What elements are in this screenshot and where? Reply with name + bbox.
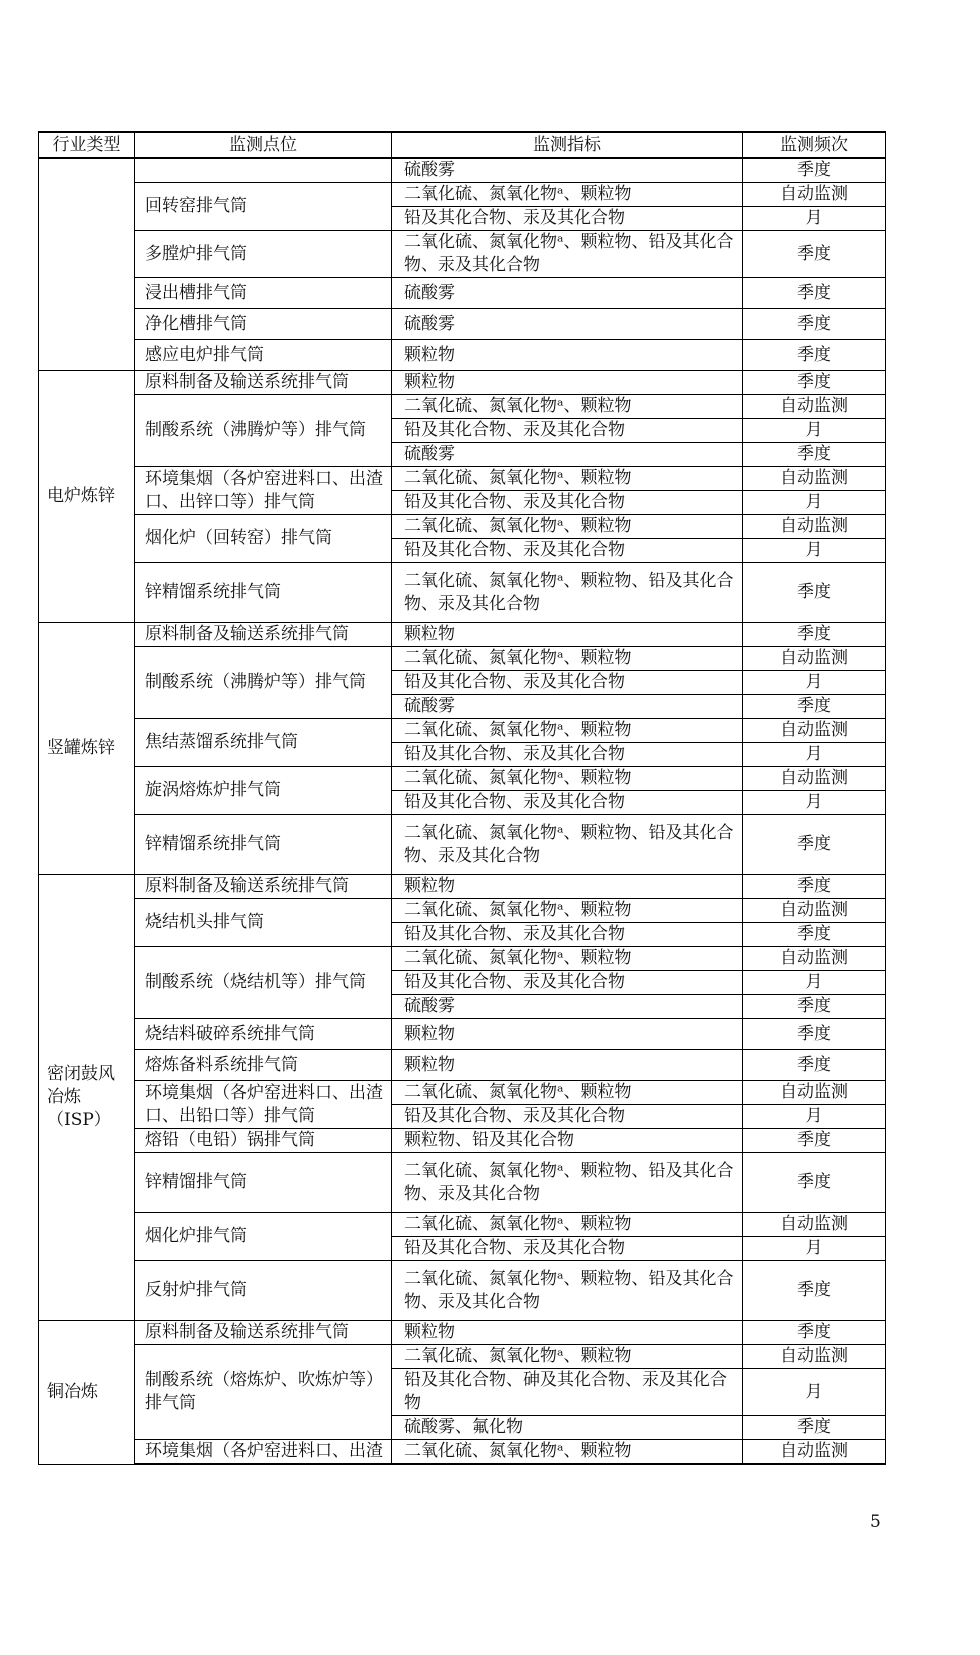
frequency-cell: 季度: [743, 231, 886, 278]
point-cell: 烧结机头排气筒: [135, 899, 392, 947]
indicator-cell: 二氧化硫、氮氧化物ᵃ、颗粒物: [392, 1345, 743, 1369]
point-cell: 制酸系统（烧结机等）排气筒: [135, 947, 392, 1019]
frequency-cell: 自动监测: [743, 899, 886, 923]
point-cell: 回转窑排气筒: [135, 183, 392, 231]
table-row: [39, 899, 886, 923]
frequency-cell: 自动监测: [743, 719, 886, 743]
point-cell: 烟化炉（回转窑）排气筒: [135, 515, 392, 563]
indicator-cell: 二氧化硫、氮氧化物ᵃ、颗粒物: [392, 515, 743, 539]
frequency-cell: 自动监测: [743, 947, 886, 971]
frequency-cell: 季度: [743, 158, 886, 183]
table-row: [39, 647, 886, 671]
indicator-cell: 颗粒物、铅及其化合物: [392, 1129, 743, 1153]
point-cell: 环境集烟（各炉窑进料口、出渣: [135, 1440, 392, 1465]
indicator-cell: 铅及其化合物、汞及其化合物: [392, 1237, 743, 1261]
frequency-cell: 月: [743, 743, 886, 767]
frequency-cell: 季度: [743, 923, 886, 947]
table-row: [39, 158, 886, 183]
indicator-cell: 颗粒物: [392, 371, 743, 395]
indicator-cell: 铅及其化合物、汞及其化合物: [392, 971, 743, 995]
indicator-cell: 铅及其化合物、汞及其化合物: [392, 539, 743, 563]
point-cell: 原料制备及输送系统排气筒: [135, 875, 392, 899]
point-cell: 原料制备及输送系统排气筒: [135, 623, 392, 647]
frequency-cell: 月: [743, 539, 886, 563]
frequency-cell: 月: [743, 491, 886, 515]
table-row: [39, 231, 886, 278]
indicator-cell: 铅及其化合物、汞及其化合物: [392, 791, 743, 815]
frequency-cell: 季度: [743, 623, 886, 647]
frequency-cell: 自动监测: [743, 1345, 886, 1369]
frequency-cell: 季度: [743, 1321, 886, 1345]
indicator-cell: 铅及其化合物、汞及其化合物: [392, 743, 743, 767]
indicator-cell: 二氧化硫、氮氧化物ᵃ、颗粒物: [392, 1440, 743, 1465]
indicator-cell: 二氧化硫、氮氧化物ᵃ、颗粒物: [392, 1081, 743, 1105]
table-row: [39, 340, 886, 371]
table-body: [39, 158, 886, 1464]
header-indicator: 监测指标: [392, 132, 743, 158]
frequency-cell: 季度: [743, 563, 886, 623]
point-cell: 原料制备及输送系统排气筒: [135, 1321, 392, 1345]
point-cell: 锌精馏系统排气筒: [135, 563, 392, 623]
point-cell: 制酸系统（沸腾炉等）排气筒: [135, 395, 392, 467]
table-row: [39, 1129, 886, 1153]
table-row: [39, 278, 886, 309]
point-cell: 制酸系统（沸腾炉等）排气筒: [135, 647, 392, 719]
point-cell: 焦结蒸馏系统排气筒: [135, 719, 392, 767]
indicator-cell: 二氧化硫、氮氧化物ᵃ、颗粒物: [392, 467, 743, 491]
indicator-cell: 铅及其化合物、汞及其化合物: [392, 419, 743, 443]
table-row: [39, 371, 886, 395]
frequency-cell: 季度: [743, 340, 886, 371]
indicator-cell: 硫酸雾: [392, 278, 743, 309]
header-frequency: 监测频次: [743, 132, 886, 158]
frequency-cell: 季度: [743, 443, 886, 467]
point-cell: 原料制备及输送系统排气筒: [135, 371, 392, 395]
frequency-cell: 季度: [743, 1416, 886, 1440]
indicator-cell: 二氧化硫、氮氧化物ᵃ、颗粒物、铅及其化合物、汞及其化合物: [392, 1153, 743, 1213]
table-row: [39, 1019, 886, 1050]
indicator-cell: 二氧化硫、氮氧化物ᵃ、颗粒物、铅及其化合物、汞及其化合物: [392, 563, 743, 623]
frequency-cell: 自动监测: [743, 183, 886, 207]
indicator-cell: 二氧化硫、氮氧化物ᵃ、颗粒物: [392, 767, 743, 791]
frequency-cell: 季度: [743, 695, 886, 719]
indicator-cell: 颗粒物: [392, 875, 743, 899]
indicator-cell: 硫酸雾: [392, 995, 743, 1019]
table-row: [39, 183, 886, 207]
indicator-cell: 铅及其化合物、汞及其化合物: [392, 207, 743, 231]
table-row: [39, 1153, 886, 1213]
frequency-cell: 自动监测: [743, 1081, 886, 1105]
table-header-row: [39, 132, 886, 158]
header-industry: 行业类型: [39, 132, 135, 158]
point-cell: 烧结料破碎系统排气筒: [135, 1019, 392, 1050]
point-cell: 旋涡熔炼炉排气筒: [135, 767, 392, 815]
frequency-cell: 季度: [743, 1153, 886, 1213]
frequency-cell: 月: [743, 1237, 886, 1261]
frequency-cell: 季度: [743, 278, 886, 309]
indicator-cell: 硫酸雾: [392, 158, 743, 183]
indicator-cell: 硫酸雾: [392, 309, 743, 340]
point-cell: 浸出槽排气筒: [135, 278, 392, 309]
point-cell: 制酸系统（熔炼炉、吹炼炉等）排气筒: [135, 1345, 392, 1440]
table-row: [39, 875, 886, 899]
table-row: [39, 1050, 886, 1081]
table-row: [39, 1213, 886, 1237]
frequency-cell: 月: [743, 1369, 886, 1416]
indicator-cell: 二氧化硫、氮氧化物ᵃ、颗粒物: [392, 719, 743, 743]
indicator-cell: 二氧化硫、氮氧化物ᵃ、颗粒物: [392, 183, 743, 207]
frequency-cell: 月: [743, 1105, 886, 1129]
point-cell: 环境集烟（各炉窑进料口、出渣口、出锌口等）排气筒: [135, 467, 392, 515]
indicator-cell: 铅及其化合物、汞及其化合物: [392, 491, 743, 515]
frequency-cell: 自动监测: [743, 767, 886, 791]
indicator-cell: 铅及其化合物、汞及其化合物: [392, 1105, 743, 1129]
table-row: [39, 1261, 886, 1321]
frequency-cell: 月: [743, 671, 886, 695]
table-row: [39, 467, 886, 491]
point-cell: [135, 158, 392, 183]
point-cell: 反射炉排气筒: [135, 1261, 392, 1321]
indicator-cell: 颗粒物: [392, 623, 743, 647]
frequency-cell: 季度: [743, 1050, 886, 1081]
frequency-cell: 季度: [743, 815, 886, 875]
indicator-cell: 二氧化硫、氮氧化物ᵃ、颗粒物、铅及其化合物、汞及其化合物: [392, 1261, 743, 1321]
point-cell: 熔铅（电铅）锅排气筒: [135, 1129, 392, 1153]
table-row: [39, 1321, 886, 1345]
frequency-cell: 季度: [743, 995, 886, 1019]
indicator-cell: 铅及其化合物、汞及其化合物: [392, 923, 743, 947]
frequency-cell: 月: [743, 419, 886, 443]
point-cell: 熔炼备料系统排气筒: [135, 1050, 392, 1081]
header-point: 监测点位: [135, 132, 392, 158]
point-cell: 多膛炉排气筒: [135, 231, 392, 278]
indicator-cell: 二氧化硫、氮氧化物ᵃ、颗粒物: [392, 947, 743, 971]
industry-cell: 竖罐炼锌: [39, 623, 135, 875]
indicator-cell: 二氧化硫、氮氧化物ᵃ、颗粒物: [392, 1213, 743, 1237]
frequency-cell: 季度: [743, 1129, 886, 1153]
frequency-cell: 月: [743, 207, 886, 231]
frequency-cell: 自动监测: [743, 395, 886, 419]
table-row: [39, 563, 886, 623]
point-cell: 净化槽排气筒: [135, 309, 392, 340]
frequency-cell: 季度: [743, 309, 886, 340]
indicator-cell: 二氧化硫、氮氧化物ᵃ、颗粒物、铅及其化合物、汞及其化合物: [392, 815, 743, 875]
frequency-cell: 季度: [743, 1019, 886, 1050]
indicator-cell: 铅及其化合物、汞及其化合物: [392, 671, 743, 695]
frequency-cell: 月: [743, 791, 886, 815]
table-row: [39, 515, 886, 539]
frequency-cell: 月: [743, 971, 886, 995]
indicator-cell: 二氧化硫、氮氧化物ᵃ、颗粒物: [392, 395, 743, 419]
indicator-cell: 二氧化硫、氮氧化物ᵃ、颗粒物: [392, 647, 743, 671]
indicator-cell: 颗粒物: [392, 340, 743, 371]
frequency-cell: 季度: [743, 1261, 886, 1321]
indicator-cell: 二氧化硫、氮氧化物ᵃ、颗粒物: [392, 899, 743, 923]
frequency-cell: 自动监测: [743, 515, 886, 539]
frequency-cell: 自动监测: [743, 1440, 886, 1465]
table-row: [39, 1081, 886, 1105]
table-row: [39, 1440, 886, 1465]
table-row: [39, 623, 886, 647]
industry-cell: 铜冶炼: [39, 1321, 135, 1465]
indicator-cell: 二氧化硫、氮氧化物ᵃ、颗粒物、铅及其化合物、汞及其化合物: [392, 231, 743, 278]
indicator-cell: 硫酸雾、氟化物: [392, 1416, 743, 1440]
indicator-cell: 颗粒物: [392, 1050, 743, 1081]
indicator-cell: 铅及其化合物、砷及其化合物、汞及其化合物: [392, 1369, 743, 1416]
frequency-cell: 自动监测: [743, 647, 886, 671]
table-row: [39, 719, 886, 743]
table-row: [39, 815, 886, 875]
point-cell: 锌精馏排气筒: [135, 1153, 392, 1213]
point-cell: 锌精馏系统排气筒: [135, 815, 392, 875]
table-row: [39, 947, 886, 971]
frequency-cell: 季度: [743, 371, 886, 395]
point-cell: 环境集烟（各炉窑进料口、出渣口、出铅口等）排气筒: [135, 1081, 392, 1129]
industry-cell: [39, 158, 135, 371]
indicator-cell: 颗粒物: [392, 1321, 743, 1345]
industry-cell: 密闭鼓风冶炼（ISP）: [39, 875, 135, 1321]
frequency-cell: 自动监测: [743, 467, 886, 491]
table-row: [39, 309, 886, 340]
indicator-cell: 硫酸雾: [392, 695, 743, 719]
table-row: [39, 767, 886, 791]
page-number: 5: [870, 1512, 881, 1532]
monitoring-table: [38, 131, 886, 1465]
table-row: [39, 1345, 886, 1369]
frequency-cell: 自动监测: [743, 1213, 886, 1237]
indicator-cell: 颗粒物: [392, 1019, 743, 1050]
frequency-cell: 季度: [743, 875, 886, 899]
table-row: [39, 395, 886, 419]
point-cell: 烟化炉排气筒: [135, 1213, 392, 1261]
indicator-cell: 硫酸雾: [392, 443, 743, 467]
point-cell: 感应电炉排气筒: [135, 340, 392, 371]
industry-cell: 电炉炼锌: [39, 371, 135, 623]
